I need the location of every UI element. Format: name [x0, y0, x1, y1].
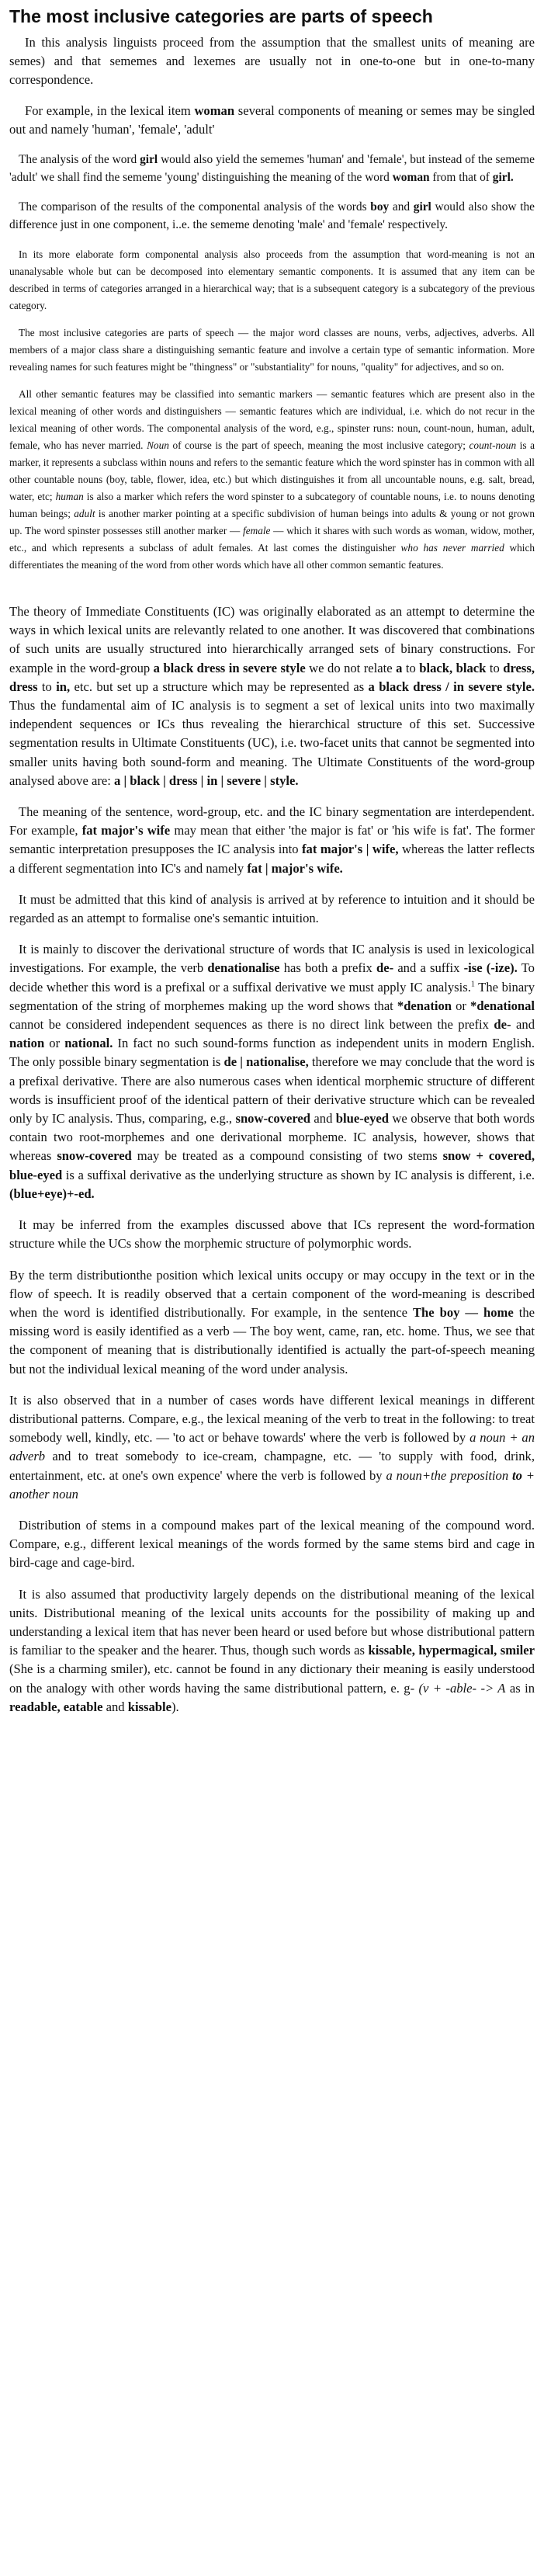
bold-text: a — [396, 660, 403, 675]
text-run: The analysis of the word — [19, 153, 140, 166]
text-run: and — [511, 1017, 535, 1033]
text-run: the missing word is easily identified as a verb — The boy went, came, ran, etc. home. Thus, we see that the component of meaning that is distributionally identified is actually the part-of-speech meaning but not the individual lexical meaning of the word under analysis. — [9, 1304, 535, 1377]
text-run: In its more elaborate form componental analysis also proceeds from the assumption that word-meaning is not an unanalysable whole but can be decomposed into elementary semantic components. It is assumed that any item can be described in terms of categories arranged in a hierarchical way; that is a subsequent category is a subcategory of the previous category. — [9, 248, 535, 311]
italic-text: human — [55, 491, 84, 502]
text-run: would also show the difference just in one component, i..e. the sememe denoting 'male' and 'female' respectively. — [9, 200, 535, 231]
body-text — [9, 33, 535, 1717]
bold-text: a | black | dress | in | severe | style. — [114, 772, 299, 788]
text-run: cannot be considered independent sequences as there is no direct link between the prefix — [9, 1017, 494, 1033]
bold-text: a black dress in severe style — [153, 660, 306, 675]
bold-text: a black dress / in severe style. — [368, 679, 535, 694]
bold-text: kissable, hypermagical, smiler — [368, 1643, 535, 1658]
text-run: The comparison of the results of the componental analysis of the words — [19, 200, 371, 214]
bold-text: nation — [9, 1036, 45, 1051]
bold-text: de- — [376, 960, 394, 976]
bold-text: *denation — [397, 998, 452, 1013]
text-run: is a marker, it represents a subclass within nouns and refers to the semantic feature which the word spinster has in common with all other countable nouns (boy, table, flower, idea, etc.) but which distinguishes it from all uncountable nouns, e.g. salt, bread, water, etc; — [9, 439, 535, 502]
text-run: The binary segmentation of the string of morphemes making up the word shows that — [9, 979, 535, 1013]
text-run: from that of — [429, 170, 493, 184]
text-run: may mean that either 'the major is fat' or 'his wife is fat'. The former semantic interpretation presupposes the IC analysis into — [9, 823, 535, 857]
italic-text: a noun + an adverb — [9, 1430, 535, 1464]
bold-text: denationalise — [207, 960, 280, 976]
text-run: It is also assumed that productivity largely depends on the distributional meaning of the lexical units. Distributional meaning of the lexical units accounts for the possibility of making up and understanding a lexical item that has never been heard or used before but whose distributional pattern is familiar to the speaker and the hearer. Thus, though such words as — [9, 1586, 535, 1658]
bold-text: black, black — [419, 660, 487, 675]
paragraph — [9, 1266, 535, 1379]
bold-text: fat | major's wife. — [247, 860, 343, 876]
text-run: to — [37, 679, 57, 694]
paragraph — [9, 940, 535, 1203]
paragraph — [9, 1516, 535, 1573]
paragraph — [9, 199, 535, 234]
text-run: would also yield the sememes 'human' and 'female', but instead of the sememe 'adult' we shall find the sememe 'young' distinguishing the meaning of the word — [9, 153, 535, 184]
text-run: — which it shares with such words as woman, widow, mother, etc., and which represents a subclass of adult females. At last comes the distinguisher — [9, 525, 535, 554]
text-run: which differentiates the meaning of the word from other words which have all other common semantic features. — [9, 542, 535, 571]
bold-text: national. — [64, 1036, 113, 1051]
text-run: For example, in the lexical item — [25, 103, 195, 118]
bold-text: -ise (-ize). — [463, 960, 518, 976]
text-run: and — [310, 1111, 336, 1127]
bold-text: readable, eatable — [9, 1699, 103, 1714]
italic-text: count-noun — [469, 439, 517, 451]
text-run: By the term distributionthe position which lexical units occupy or may occupy in the text or in the flow of speech. It is readily observed that a certain component of the word-meaning is described when the word is identified distributionally. For example, in the sentence — [9, 1267, 535, 1320]
text-run: is another marker pointing at a specific subdivision of human beings into adults & young or not grown up. The word spinster possesses still another marker — — [9, 508, 535, 536]
text-run: we observe that both words contain two root-morphemes and one derivational morpheme. IC analysis, however, shows that whereas — [9, 1111, 535, 1164]
italic-text: + another noun — [9, 1467, 535, 1502]
text-run: several components of meaning or semes may be singled out and namely 'human', 'female', 'adult' — [9, 103, 535, 137]
paragraph — [9, 890, 535, 928]
bold-italic-text: to — [512, 1467, 522, 1483]
bold-text: The boy — home — [412, 1304, 514, 1320]
text-run: and a suffix — [393, 960, 464, 976]
text-run: Distribution of stems in a compound makes part of the lexical meaning of the compound word. Compare, e.g., different lexical meanings of the words formed by the same stems bird and cage in bird-cage and cage-bird. — [9, 1517, 535, 1571]
text-run: etc. but set up a structure which may be represented as — [70, 679, 369, 694]
bold-text: girl — [413, 200, 431, 214]
bold-text: snow + covered, blue-eyed — [9, 1148, 535, 1182]
text-run: and to treat somebody to ice-cream, champagne, etc. — 'to supply with food, drink, entertainment, etc. at one's own expence' where the verb is followed by — [9, 1449, 535, 1483]
bold-text: fat major's wife — [81, 823, 171, 838]
text-run: The most inclusive categories are parts of speech — the major word classes are nouns, verbs, adjectives, adverbs. All members of a major class share a distinguishing semantic feature and involve a certain type of semantic information. More revealing names for such features might be "thingness" or "substantiality" for nouns, "quality" for adjectives, and so on. — [9, 327, 535, 373]
bold-text: (blue+eye)+-ed. — [9, 1186, 95, 1201]
text-run: is also a marker which refers the word spinster to a subcategory of countable nouns, i.e. to nouns denoting human beings; — [9, 491, 535, 519]
paragraph — [9, 151, 535, 186]
paragraph — [9, 602, 535, 790]
paragraph — [9, 1391, 535, 1504]
bold-text: boy — [370, 200, 390, 214]
text-run: The theory of Immediate Constituents (IC) was originally elaborated as an attempt to determine the ways in which lexical units are relevantly related to one another. It was discovered that combinations of such units are usually structured into hierarchically arranged sets of binary constructions. For example in the word-group — [9, 604, 535, 675]
text-run: and — [102, 1699, 128, 1714]
text-run: may be treated as a compound consisting of two stems — [131, 1148, 443, 1164]
paragraph-spacer — [9, 584, 535, 602]
paragraph — [9, 1216, 535, 1253]
text-run: ). — [171, 1699, 179, 1714]
text-run: In this analysis linguists proceed from the assumption that the smallest units of meaning are semes) and that sememes and lexemes are usually not in one-to-one but in one-to-many correspondence. — [9, 35, 535, 87]
text-run: and — [389, 200, 414, 214]
paragraph — [9, 33, 535, 89]
italic-text: who has never married — [400, 542, 504, 554]
bold-text: de- — [494, 1017, 511, 1033]
paragraph — [9, 803, 535, 878]
paragraph — [9, 246, 535, 314]
text-run: It is also observed that in a number of cases words have different lexical meanings in different distributional patterns. Compare, e.g., the lexical meaning of the verb to treat in the following: to treat somebody well, kindly, etc. — 'to act or behave towards' where the verb is followed by — [9, 1392, 535, 1446]
bold-text: girl — [140, 153, 158, 166]
italic-text: (v + -able- -> A — [418, 1680, 506, 1696]
text-run: of course is the part of speech, meaning the most inclusive category; — [168, 439, 470, 451]
text-run: It must be admitted that this kind of analysis is arrived at by reference to intuition and it should be regarded as an attempt to formalise one's semantic intuition. — [9, 891, 535, 926]
bold-text: girl. — [492, 170, 514, 184]
bold-text: blue-eyed — [335, 1111, 390, 1127]
bold-text: de | nationalise, — [223, 1054, 309, 1070]
text-run: we do not relate — [305, 660, 397, 675]
page-title: The most inclusive categories are parts of speech — [9, 6, 433, 26]
text-run: In fact no such sound-forms function as independent units in modern English. The only possible binary segmentation is — [9, 1036, 535, 1070]
text-run: or — [44, 1036, 65, 1051]
bold-text: in, — [56, 679, 71, 694]
italic-text: Noun — [147, 439, 169, 451]
paragraph — [9, 1585, 535, 1717]
text-run: It is mainly to discover the derivational structure of words that IC analysis is used in lexicological investigations. For example, the verb — [9, 942, 535, 976]
text-run: or — [451, 998, 471, 1013]
italic-text: a noun+the preposition — [386, 1467, 512, 1483]
bold-text: fat major's | wife, — [302, 842, 399, 857]
text-run: is a suffixal derivative as the underlying structure as shown by IC analysis is different, i.e. — [62, 1167, 535, 1182]
bold-text: *denational — [470, 998, 535, 1013]
text-run: (She is a charming smiler), etc. cannot be found in any dictionary their meaning is easily understood on the analogy with other words having the same distributional pattern, e. g- — [9, 1661, 535, 1696]
italic-text: adult — [74, 508, 95, 519]
footnote-marker: 1 — [470, 980, 475, 989]
bold-text: kissable — [127, 1699, 172, 1714]
paragraph — [9, 102, 535, 139]
paragraph — [9, 386, 535, 574]
bold-text: woman — [194, 103, 235, 118]
bold-text: snow-covered — [57, 1148, 132, 1164]
text-run: It may be inferred from the examples discussed above that ICs represent the word-formation structure while the UCs show the morphemic structure of polymorphic words. — [9, 1217, 535, 1252]
text-run: The meaning of the sentence, word-group, etc. and the IC binary segmentation are interdependent. For example, — [9, 804, 535, 838]
text-run: All other semantic features may be classified into semantic markers — semantic features which are present also in the lexical meaning of other words and distinguishers — semantic features which are individual, i.e. which do not recur in the lexical meaning of other words. The componental analysis of the word, e.g., spinster runs: noun, count-noun, human, adult, female, who has never married. — [9, 388, 535, 451]
text-run: therefore we may conclude that the word is a prefixal derivative. There are also numerous cases when identical morphemic structure of different words is insufficient proof of the identical pattern of their derivative structure which can be revealed only by IC analysis. Thus, comparing, e.g., — [9, 1054, 535, 1127]
text-run: to — [486, 660, 504, 675]
bold-text: woman — [392, 170, 430, 184]
italic-text: female — [243, 525, 271, 536]
bold-text: dress, dress — [9, 660, 535, 694]
paragraph — [9, 325, 535, 376]
text-run: Thus the fundamental aim of IC analysis is to segment a set of lexical units into two maximally independent sequences or ICs thus revealing the hierarchical structure of this set. Successive segmentation results in Ultimate Constituents (UC), i.e. two-facet units that cannot be segmented into smaller units having both sound-form and meaning. The Ultimate Constituents of the word-group analysed above are: — [9, 698, 535, 788]
text-run: to — [402, 660, 420, 675]
text-run: whereas the latter reflects a different segmentation into IC's and namely — [9, 842, 535, 876]
text-run: To decide whether this word is a prefixal or a suffixal derivative we must apply IC analysis. — [9, 960, 535, 995]
bold-text: snow-covered — [235, 1111, 310, 1127]
text-run: has both a prefix — [279, 960, 377, 976]
text-run: as in — [505, 1680, 535, 1696]
